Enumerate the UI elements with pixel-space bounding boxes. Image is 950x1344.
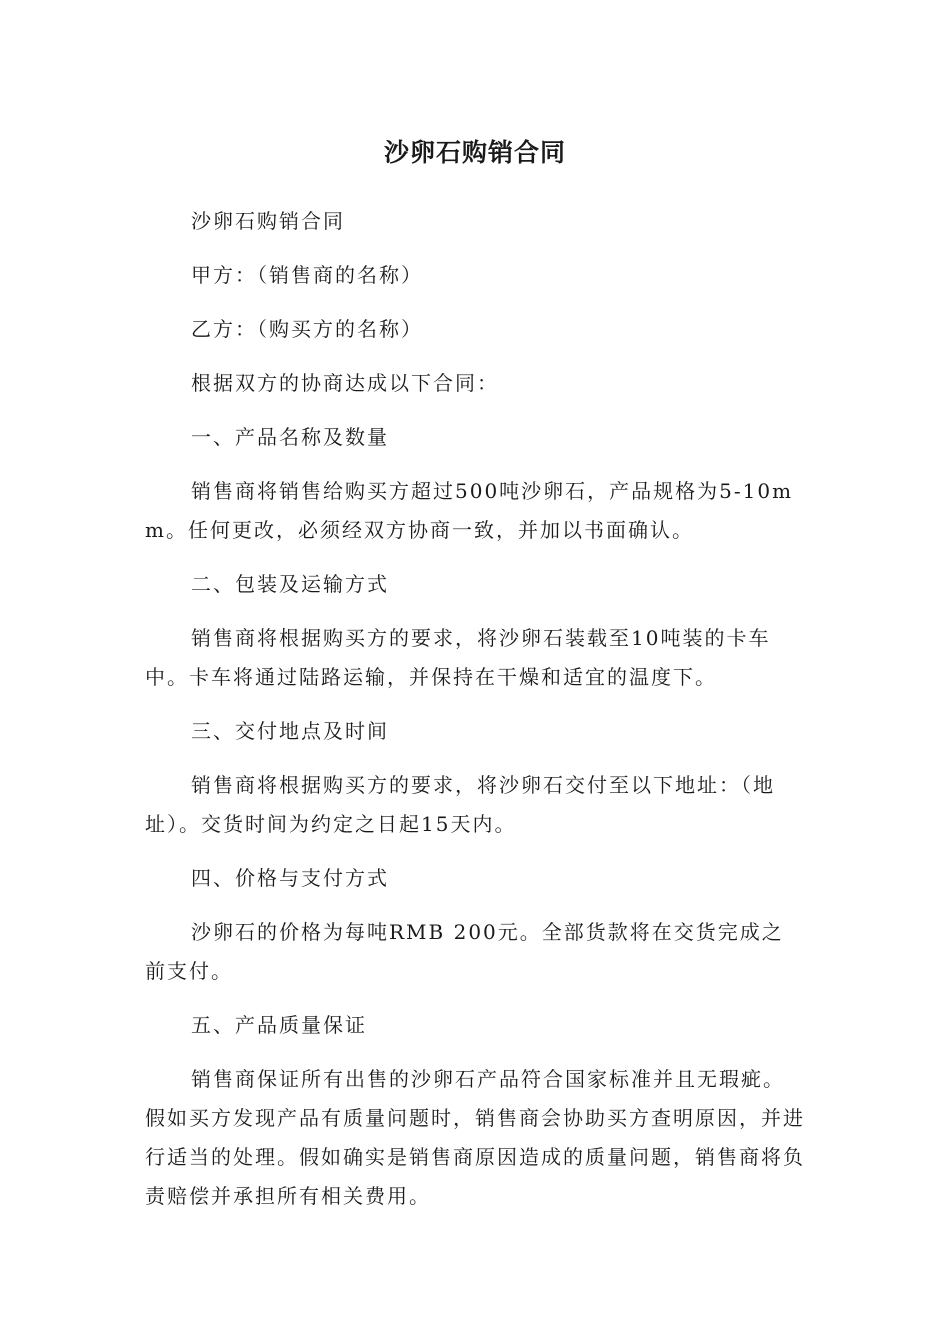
section-text-2: 销售商将根据购买方的要求，将沙卵石装载至10吨装的卡车中。卡车将通过陆路运输，并保持在干燥和适宜的温度下。 — [145, 626, 771, 689]
section-heading-1: 一、产品名称及数量 — [191, 425, 389, 449]
section-heading-2: 二、包装及运输方式 — [191, 572, 389, 596]
document-body — [145, 202, 805, 1216]
paragraph-heading: 沙卵石购销合同 — [191, 209, 345, 233]
section-heading-4: 四、价格与支付方式 — [191, 866, 389, 890]
section-heading-5: 五、产品质量保证 — [191, 1013, 367, 1037]
section-text-5: 销售商保证所有出售的沙卵石产品符合国家标准并且无瑕疵。假如买方发现产品有质量问题时，销售商会协助买方查明原因，并进行适当的处理。假如确实是销售商原因造成的质量问题，销售商将负责赔偿并承担所有相关费用。 — [145, 1067, 805, 1208]
section-text-4: 沙卵石的价格为每吨RMB 200元。全部货款将在交货完成之前支付。 — [145, 920, 784, 983]
paragraph-preamble: 根据双方的协商达成以下合同： — [191, 371, 499, 395]
section-text-3: 销售商将根据购买方的要求，将沙卵石交付至以下地址：（地址）。交货时间为约定之日起15天内。 — [145, 773, 775, 836]
paragraph-party-b: 乙方：（购买方的名称） — [191, 317, 423, 341]
document-title: 沙卵石购销合同 — [383, 138, 566, 167]
section-text-1: 销售商将销售给购买方超过500吨沙卵石，产品规格为5-10mm。任何更改，必须经双方协商一致，并加以书面确认。 — [145, 479, 794, 542]
paragraph-party-a: 甲方：（销售商的名称） — [191, 263, 423, 287]
section-heading-3: 三、交付地点及时间 — [191, 719, 389, 743]
